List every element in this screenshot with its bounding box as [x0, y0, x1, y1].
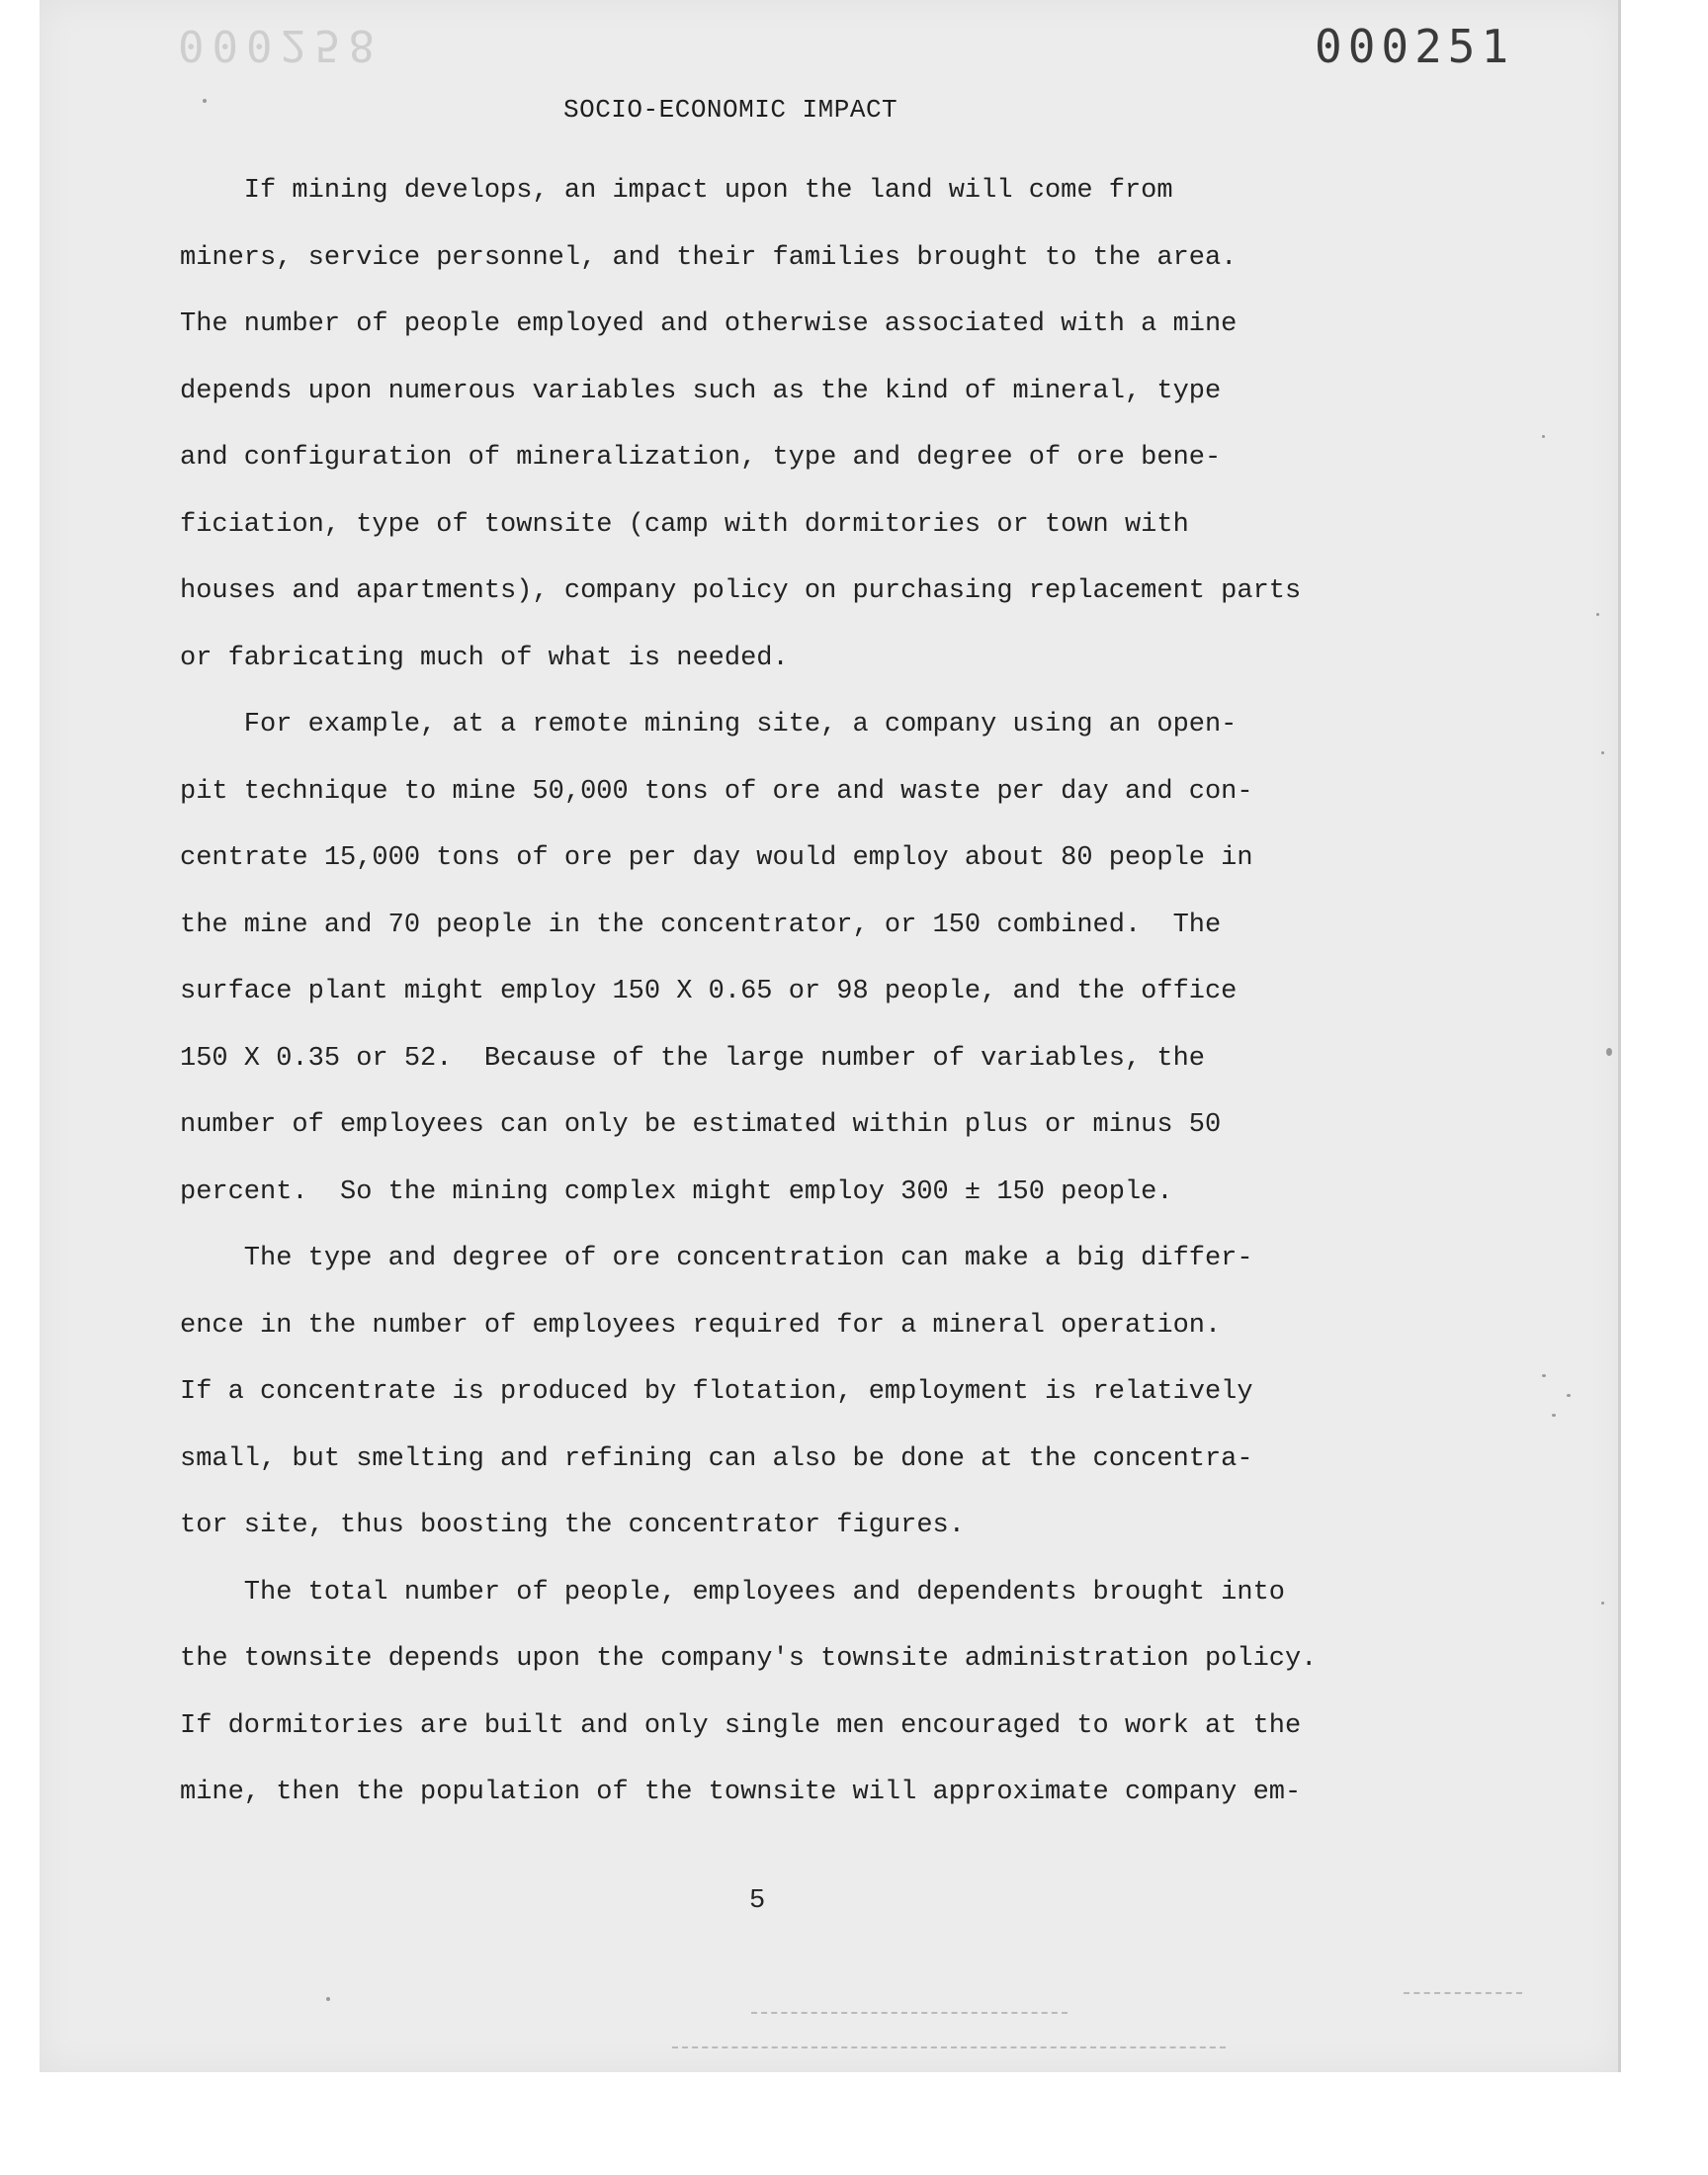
scan-speck — [1601, 751, 1604, 754]
text-line: and configuration of mineralization, type and degree of ore bene- — [180, 443, 1222, 473]
text-line: 150 X 0.35 or 52. Because of the large number of variables, the — [180, 1043, 1205, 1074]
text-line: centrate 15,000 tons of ore per day would employ about 80 people in — [180, 843, 1253, 873]
scan-speck — [1552, 1414, 1556, 1417]
text-line: miners, service personnel, and their families brought to the area. — [180, 242, 1238, 273]
scan-speck — [1596, 613, 1599, 616]
text-line: number of employees can only be estimated within plus or minus 50 — [180, 1110, 1222, 1140]
scan-speck — [326, 1997, 330, 2001]
scan-speck — [203, 99, 207, 103]
scanned-page — [40, 0, 1621, 2072]
paragraph-3 — [180, 1226, 1445, 1560]
text-line: mine, then the population of the townsite will approximate company em- — [180, 1778, 1302, 1807]
body-text — [180, 158, 1445, 1827]
text-line: the mine and 70 people in the concentrator, or 150 combined. The — [180, 910, 1222, 940]
scan-speck — [1567, 1394, 1571, 1397]
text-line: ficiation, type of townsite (camp with dormitories or town with — [180, 509, 1189, 540]
text-line: If dormitories are built and only single men encouraged to work at the — [180, 1710, 1302, 1741]
text-line: The total number of people, employees and dependents brought into — [180, 1577, 1285, 1608]
page-title: SOCIO-ECONOMIC IMPACT — [563, 95, 898, 125]
text-line: depends upon numerous variables such as the kind of mineral, type — [180, 376, 1222, 406]
text-line: ence in the number of employees required for a mineral operation. — [180, 1310, 1222, 1341]
text-line: surface plant might employ 150 X 0.65 or 98 people, and the office — [180, 977, 1238, 1006]
text-line: the townsite depends upon the company's townsite administration policy. — [180, 1644, 1318, 1674]
scan-speck — [1542, 1374, 1546, 1377]
page-edge — [1618, 0, 1621, 2072]
scan-speck — [1601, 1602, 1604, 1605]
paragraph-2 — [180, 692, 1445, 1226]
text-line: or fabricating much of what is needed. — [180, 643, 789, 673]
scan-artifact-line — [751, 2012, 1068, 2014]
paragraph-4 — [180, 1560, 1445, 1827]
page-number: 5 — [749, 1886, 766, 1916]
paragraph-1 — [180, 158, 1445, 692]
text-line: If mining develops, an impact upon the land will come from — [180, 176, 1173, 206]
scan-artifact-line — [672, 2046, 1226, 2048]
bleed-through-number: 000258 — [178, 20, 383, 70]
scan-speck — [1542, 435, 1545, 438]
text-line: percent. So the mining complex might employ 300 ± 150 people. — [180, 1176, 1173, 1207]
text-line: tor site, thus boosting the concentrator figures. — [180, 1511, 965, 1540]
text-line: The type and degree of ore concentration can make a big differ- — [180, 1244, 1253, 1273]
text-line: For example, at a remote mining site, a company using an open- — [180, 710, 1238, 740]
text-line: pit technique to mine 50,000 tons of ore and waste per day and con- — [180, 776, 1253, 807]
document-number: 000251 — [1315, 20, 1515, 73]
text-line: houses and apartments), company policy on purchasing replacement parts — [180, 576, 1302, 606]
text-line: The number of people employed and otherwise associated with a mine — [180, 309, 1238, 339]
scan-speck — [1606, 1048, 1612, 1056]
scan-artifact-line — [1404, 1992, 1522, 1994]
text-line: small, but smelting and refining can also be done at the concentra- — [180, 1443, 1253, 1474]
text-line: If a concentrate is produced by flotation, employment is relatively — [180, 1377, 1253, 1407]
